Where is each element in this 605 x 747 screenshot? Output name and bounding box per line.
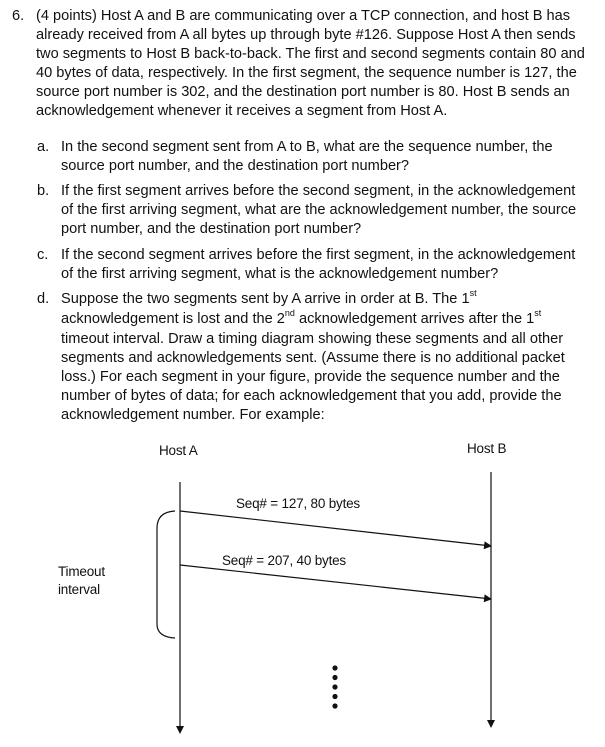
continuation-dot xyxy=(332,703,337,708)
part-c-line-2: of the first arriving segment, what is the acknowledgement number? xyxy=(61,266,499,282)
question-line-4: 40 bytes of data, respectively. In the first segment, the sequence number is 127, the xyxy=(36,65,577,81)
timeout-bracket xyxy=(157,511,175,638)
part-b-line-1: If the first segment arrives before the second segment, in the acknowledgement xyxy=(61,183,576,199)
part-d-line-5: loss.) For each segment in your figure, provide the sequence number and the xyxy=(61,369,560,385)
part-d-line-2-sup-b: st xyxy=(534,308,542,319)
continuation-dots xyxy=(332,665,337,708)
part-b-label: b. xyxy=(37,183,50,199)
part-a-line-2: source port number, and the destination port number? xyxy=(61,158,410,174)
question-line-6: acknowledgement whenever it receives a segment from Host A. xyxy=(36,103,448,119)
timeout-label-line-1: Timeout xyxy=(58,564,105,579)
timeout-label-line-2: interval xyxy=(58,582,100,597)
part-c-label: c. xyxy=(37,247,49,263)
question-line-2: already received from A all bytes up through byte #126. Suppose Host A then sends xyxy=(36,27,576,43)
part-b-line-3: port number, and the destination port number? xyxy=(61,221,362,237)
part-d-line-2-sup-a: nd xyxy=(284,308,295,319)
part-d-line-2-text-b: acknowledgement arrives after the 1 xyxy=(294,311,535,327)
part-d-label: d. xyxy=(37,291,50,307)
part-a-line-1: In the second segment sent from A to B, what are the sequence number, the xyxy=(61,139,553,155)
question-line-1: (4 points) Host A and B are communicating over a TCP connection, and host B has xyxy=(36,8,571,24)
part-a-label: a. xyxy=(37,139,50,155)
segment-1-label: Seq# = 127, 80 bytes xyxy=(236,496,360,511)
continuation-dot xyxy=(332,675,337,680)
part-d-line-1-text: Suppose the two segments sent by A arrive in order at B. The 1 xyxy=(61,291,470,307)
part-d-line-7: acknowledgement number. For example: xyxy=(61,407,325,423)
question-line-5: source port number is 302, and the destination port number is 80. Host B sends an xyxy=(36,84,570,100)
segment-2-arrow xyxy=(180,565,491,599)
host-a-label: Host A xyxy=(159,443,198,458)
part-c-line-1: If the second segment arrives before the first segment, in the acknowledgement xyxy=(61,247,576,263)
part-d-line-3: timeout interval. Draw a timing diagram showing these segments and all other xyxy=(61,331,564,347)
host-b-label: Host B xyxy=(467,441,507,456)
part-d-line-6: number of bytes of data; for each acknowledgement that you add, provide the xyxy=(61,388,562,404)
question-number: 6. xyxy=(12,8,25,24)
continuation-dot xyxy=(332,665,337,670)
question-line-3: two segments to Host B back-to-back. The first and second segments contain 80 and xyxy=(36,46,585,62)
segment-1-arrow xyxy=(180,511,491,546)
part-d-line-4: segments and acknowledgements sent. (Assume there is no additional packet xyxy=(61,350,565,366)
segment-2-label: Seq# = 207, 40 bytes xyxy=(222,553,346,568)
part-d-line-1-sup: st xyxy=(469,288,477,299)
continuation-dot xyxy=(332,694,337,699)
continuation-dot xyxy=(332,684,337,689)
host-b-timeline-arrow-icon xyxy=(487,720,495,728)
part-d-line-2-text-a: acknowledgement is lost and the 2 xyxy=(61,311,285,327)
host-a-timeline-arrow-icon xyxy=(176,726,184,734)
part-b-line-2: of the first arriving segment, what are the acknowledgement number, the source xyxy=(61,202,577,218)
